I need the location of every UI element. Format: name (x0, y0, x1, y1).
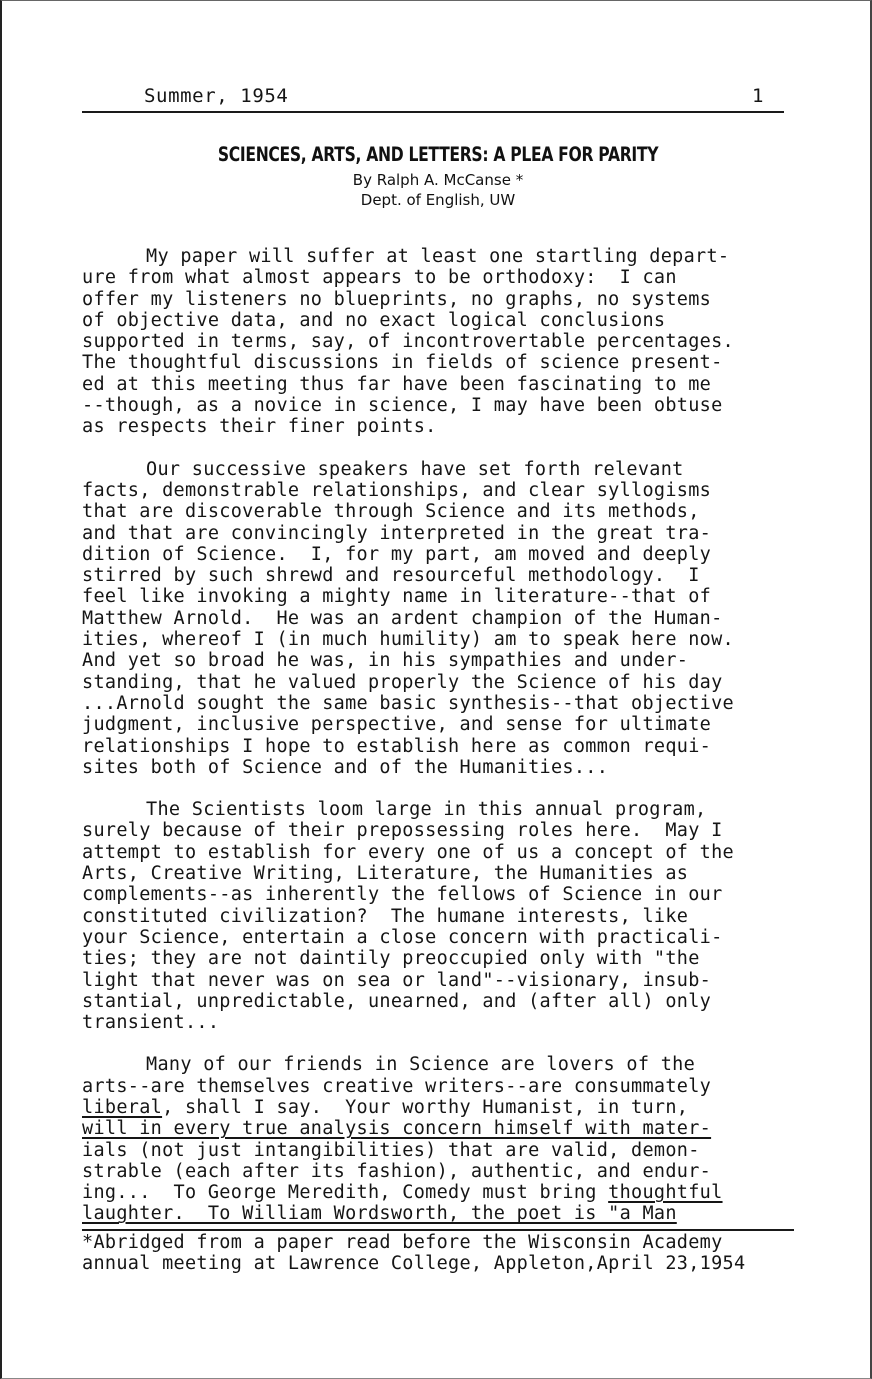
footnote-rule (82, 1229, 794, 1231)
text-line: of objective data, and no exact logical conclusions (82, 309, 666, 331)
page-number: 1 (751, 85, 764, 107)
text-line: ities, whereof I (in much humility) am to speak here now. (82, 629, 734, 651)
text-line: transient... (82, 1012, 220, 1034)
text-line: facts, demonstrable relationships, and clear syllogisms (82, 479, 712, 501)
paragraph (82, 1054, 812, 1224)
text-line: My paper will suffer at least one startling depart- (146, 246, 730, 267)
text-line: Many of our friends in Science are lovers of the (146, 1054, 696, 1076)
text-line: standing, that he valued properly the Science of his day (82, 671, 723, 693)
text-line: ure from what almost appears to be orthodoxy: I can (82, 267, 677, 289)
paragraph (82, 459, 812, 778)
underlined-phrase: laughter. To William Wordsworth, the poet is "a Man (82, 1203, 677, 1225)
article-body (82, 246, 812, 1246)
text-line: The Scientists loom large in this annual program, (146, 799, 707, 821)
running-title: Summer, 1954 (144, 85, 289, 107)
text-line: attempt to establish for every one of us a concept of the (82, 841, 734, 863)
text-line: ...Arnold sought the same basic synthesis--that objective (82, 692, 734, 714)
text-line: arts--are themselves creative writers--are consummately (82, 1075, 712, 1097)
text-line: as respects their finer points. (82, 416, 437, 438)
text-line: your Science, entertain a close concern with practicali- (82, 926, 723, 948)
article-heading (102, 143, 774, 209)
header-rule (82, 111, 784, 113)
text-line-underlined (82, 1203, 812, 1224)
text-line: dition of Science. I, for my part, am moved and deeply (82, 543, 712, 565)
text-line: that are discoverable through Science and its methods, (82, 501, 700, 523)
text-line: Arts, Creative Writing, Literature, the Humanities as (82, 863, 689, 885)
text-line: strable (each after its fashion), authentic, and endur- (82, 1160, 712, 1182)
text-line: ties; they are not daintily preoccupied only with "the (82, 948, 700, 970)
text-line: relationships I hope to establish here as common requi- (82, 735, 712, 757)
underlined-phrase: will in every true analysis concern himself with mater- (82, 1118, 712, 1140)
paragraph (82, 799, 812, 1033)
text-line-underlined (82, 1118, 812, 1139)
footnote (82, 1232, 822, 1275)
underlined-phrase: thoughtful (608, 1182, 723, 1204)
underlined-phrase: liberal (82, 1096, 163, 1118)
text-line: complements--as inherently the fellows of Science in our (82, 884, 723, 906)
text-line: The thoughtful discussions in fields of science present- (82, 352, 723, 374)
text-line: And yet so broad he was, in his sympathies and under- (82, 650, 689, 672)
text-line: feel like invoking a mighty name in literature--that of (82, 586, 712, 608)
footnote-line: *Abridged from a paper read before the Wisconsin Academy (82, 1232, 723, 1253)
article-affiliation: Dept. of English, UW (360, 191, 516, 209)
running-header (144, 85, 764, 107)
text-line: ed at this meeting thus far have been fascinating to me (82, 373, 712, 395)
text-line: constituted civilization? The humane interests, like (82, 905, 689, 927)
text-line: sites both of Science and of the Humanities... (82, 756, 609, 778)
text-line: ials (not just intangibilities) that are valid, demon- (82, 1139, 700, 1161)
article-byline: By Ralph A. McCanse * (352, 171, 524, 189)
text-line: and that are convincingly interpreted in the great tra- (82, 522, 712, 544)
article-title: SCIENCES, ARTS, AND LETTERS: A PLEA FOR PARITY (217, 143, 659, 166)
text-line: light that never was on sea or land"--visionary, insub- (82, 969, 712, 991)
text-line-underlined: liberal, shall I say. Your worthy Humanist, in turn, (82, 1096, 689, 1118)
text-line: stirred by such shrewd and resourceful methodology. I (82, 565, 700, 587)
text-line-underlined: ing... To George Meredith, Comedy must bring thoughtful (82, 1182, 723, 1204)
text-line: supported in terms, say, of incontrovertable percentages. (82, 331, 734, 353)
text-line: stantial, unpredictable, unearned, and (after all) only (82, 990, 712, 1012)
text-line: Matthew Arnold. He was an ardent champion of the Human- (82, 607, 723, 629)
footnote-line: annual meeting at Lawrence College, Appleton,April 23,1954 (82, 1253, 746, 1275)
text-line: --though, as a novice in science, I may have been obtuse (82, 395, 723, 417)
text-line: judgment, inclusive perspective, and sense for ultimate (82, 714, 712, 736)
text-line: offer my listeners no blueprints, no graphs, no systems (82, 288, 712, 310)
paragraph (82, 246, 812, 438)
text-line: Our successive speakers have set forth relevant (146, 458, 684, 480)
text-line: surely because of their prepossessing roles here. May I (82, 820, 723, 842)
